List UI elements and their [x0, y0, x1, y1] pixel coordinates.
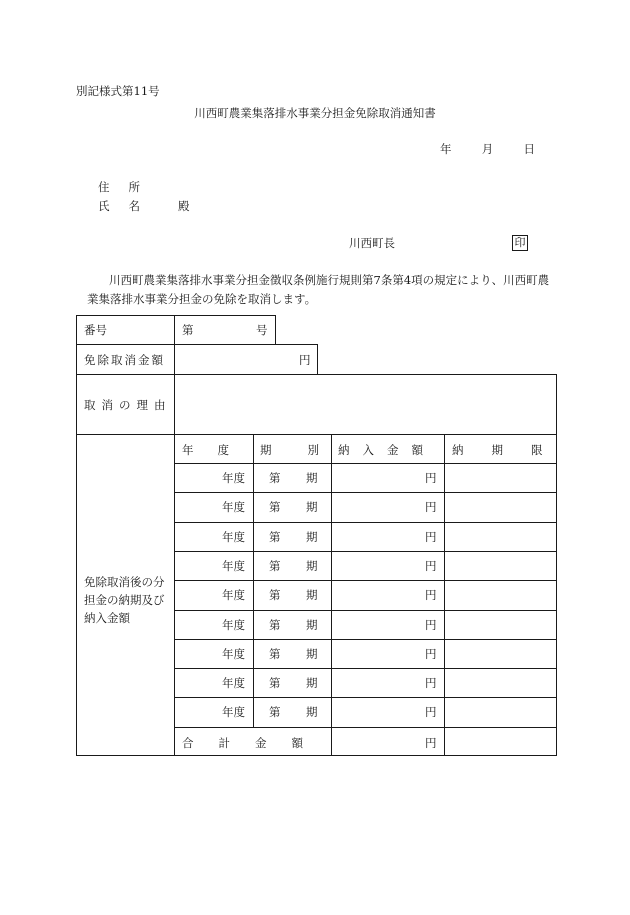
row-yen: 円: [425, 500, 437, 514]
row-period-suffix: 期: [306, 588, 318, 602]
row-yen: 円: [425, 676, 437, 690]
row-yen: 円: [425, 588, 437, 602]
row-year: 年度: [222, 705, 245, 719]
row-period-suffix: 期: [306, 559, 318, 573]
row-period-prefix: 第: [269, 618, 281, 632]
row-period-suffix: 期: [306, 471, 318, 485]
number-prefix: 第: [182, 323, 194, 337]
address-label: 住 所: [98, 180, 140, 194]
header-amount: 納入金額: [338, 443, 436, 457]
row-period-suffix: 期: [306, 530, 318, 544]
row-period-prefix: 第: [269, 647, 281, 661]
row-divider: [174, 522, 557, 523]
date-month: 月: [481, 142, 494, 156]
amount-label: 免除取消金額: [84, 353, 165, 367]
row-divider: [174, 580, 557, 581]
row-divider: [174, 610, 557, 611]
row-year: 年度: [222, 559, 245, 573]
row-year: 年度: [222, 618, 245, 632]
row-year: 年度: [222, 647, 245, 661]
total-yen: 円: [425, 736, 437, 750]
number-suffix: 号: [256, 323, 268, 337]
row-period-prefix: 第: [269, 471, 281, 485]
header-period: 期別: [260, 443, 355, 457]
row-year: 年度: [222, 530, 245, 544]
row-period-suffix: 期: [306, 647, 318, 661]
issuer-name: 川西町長: [349, 236, 395, 250]
row-year: 年度: [222, 500, 245, 514]
row-year: 年度: [222, 588, 245, 602]
row-yen: 円: [425, 471, 437, 485]
row-period-prefix: 第: [269, 588, 281, 602]
row-period-prefix: 第: [269, 705, 281, 719]
number-label: 番号: [84, 323, 107, 337]
row-year: 年度: [222, 676, 245, 690]
row-period-prefix: 第: [269, 500, 281, 514]
row-period-suffix: 期: [306, 705, 318, 719]
form-number: 別記様式第11号: [76, 84, 160, 98]
schedule-label: 免除取消後の分担金の納期及び納入金額: [84, 575, 165, 625]
row-period-prefix: 第: [269, 530, 281, 544]
row-yen: 円: [425, 530, 437, 544]
row-period-suffix: 期: [306, 618, 318, 632]
row-divider: [174, 639, 557, 640]
date-year: 年: [440, 142, 452, 156]
row-divider: [174, 463, 557, 464]
row-divider: [174, 697, 557, 698]
date-line: [440, 142, 535, 156]
row-year: 年度: [222, 471, 245, 485]
row-period-prefix: 第: [269, 559, 281, 573]
row-yen: 円: [425, 559, 437, 573]
row-divider: [174, 492, 557, 493]
row-yen: 円: [425, 647, 437, 661]
row-yen: 円: [425, 705, 437, 719]
total-label: 合計金額: [182, 736, 328, 750]
header-year: 年度: [182, 443, 253, 457]
row-divider: [174, 668, 557, 669]
row-divider: [174, 551, 557, 552]
reason-label: 取消の理由: [84, 398, 172, 412]
name-label: 氏 名: [98, 199, 140, 213]
row-yen: 円: [425, 618, 437, 632]
seal-mark: 印: [512, 235, 528, 251]
row-period-suffix: 期: [306, 676, 318, 690]
row-period-prefix: 第: [269, 676, 281, 690]
row-period-suffix: 期: [306, 500, 318, 514]
document-title: 川西町農業集落排水事業分担金免除取消通知書: [194, 106, 436, 120]
amount-yen: 円: [299, 353, 311, 367]
date-day: 日: [523, 142, 535, 156]
notice-body: 川西町農業集落排水事業分担金徴収条例施行規則第7条第4項の規定により、川西町農業集落排水事業分担金の免除を取消します。: [87, 273, 550, 306]
header-deadline: 納期限: [452, 443, 571, 457]
honorific: 殿: [178, 199, 190, 213]
row-divider: [174, 727, 557, 728]
